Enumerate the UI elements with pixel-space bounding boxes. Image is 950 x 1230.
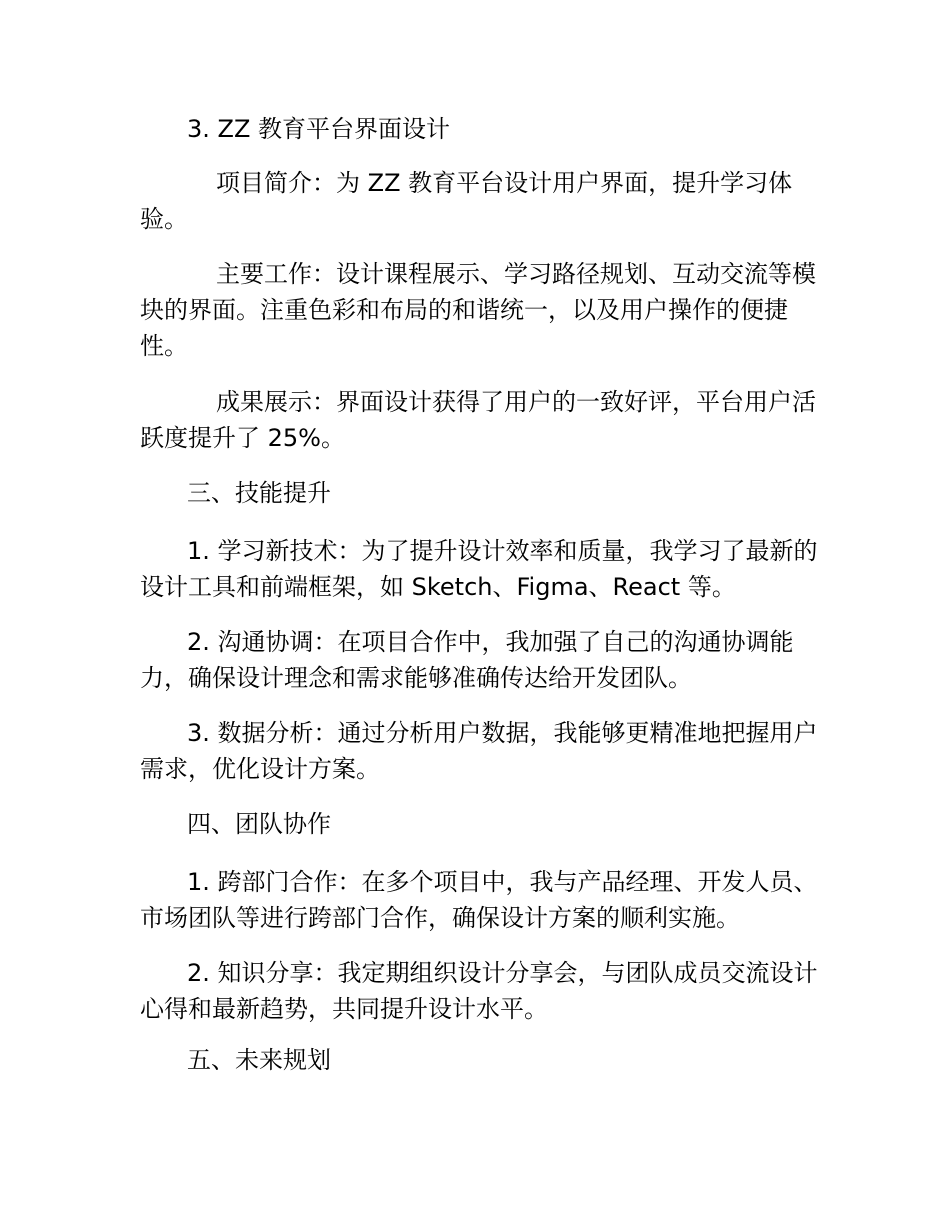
project-intro-paragraph: 项目简介：为 ZZ 教育平台设计用户界面，提升学习体验。 — [140, 169, 793, 233]
teamwork-item-knowledge-sharing: 2. 知识分享：我定期组织设计分享会，与团队成员交流设计心得和最新趋势，共同提升设计水平。 — [140, 959, 818, 1023]
skill-item-data-analysis: 3. 数据分析：通过分析用户数据，我能够更精准地把握用户需求，优化设计方案。 — [140, 719, 818, 783]
teamwork-item-cross-department: 1. 跨部门合作：在多个项目中，我与产品经理、开发人员、市场团队等进行跨部门合作，确保设计方案的顺利实施。 — [140, 868, 818, 932]
skill-item-communication: 2. 沟通协调：在项目合作中，我加强了自己的沟通协调能力，确保设计理念和需求能够准确传达给开发团队。 — [140, 628, 794, 692]
main-work-paragraph: 主要工作：设计课程展示、学习路径规划、互动交流等模块的界面。注重色彩和布局的和谐统一，以及用户操作的便捷性。 — [140, 260, 816, 360]
section-heading-teamwork: 四、团队协作 — [187, 810, 331, 838]
section-heading-skills: 三、技能提升 — [187, 479, 331, 507]
project-heading: 3. ZZ 教育平台界面设计 — [187, 115, 451, 143]
skill-item-new-tech: 1. 学习新技术：为了提升设计效率和质量，我学习了最新的设计工具和前端框架，如 Sketch、Figma、React 等。 — [140, 537, 818, 601]
results-paragraph: 成果展示：界面设计获得了用户的一致好评，平台用户活跃度提升了 25%。 — [140, 388, 816, 452]
section-heading-future: 五、未来规划 — [187, 1046, 331, 1074]
